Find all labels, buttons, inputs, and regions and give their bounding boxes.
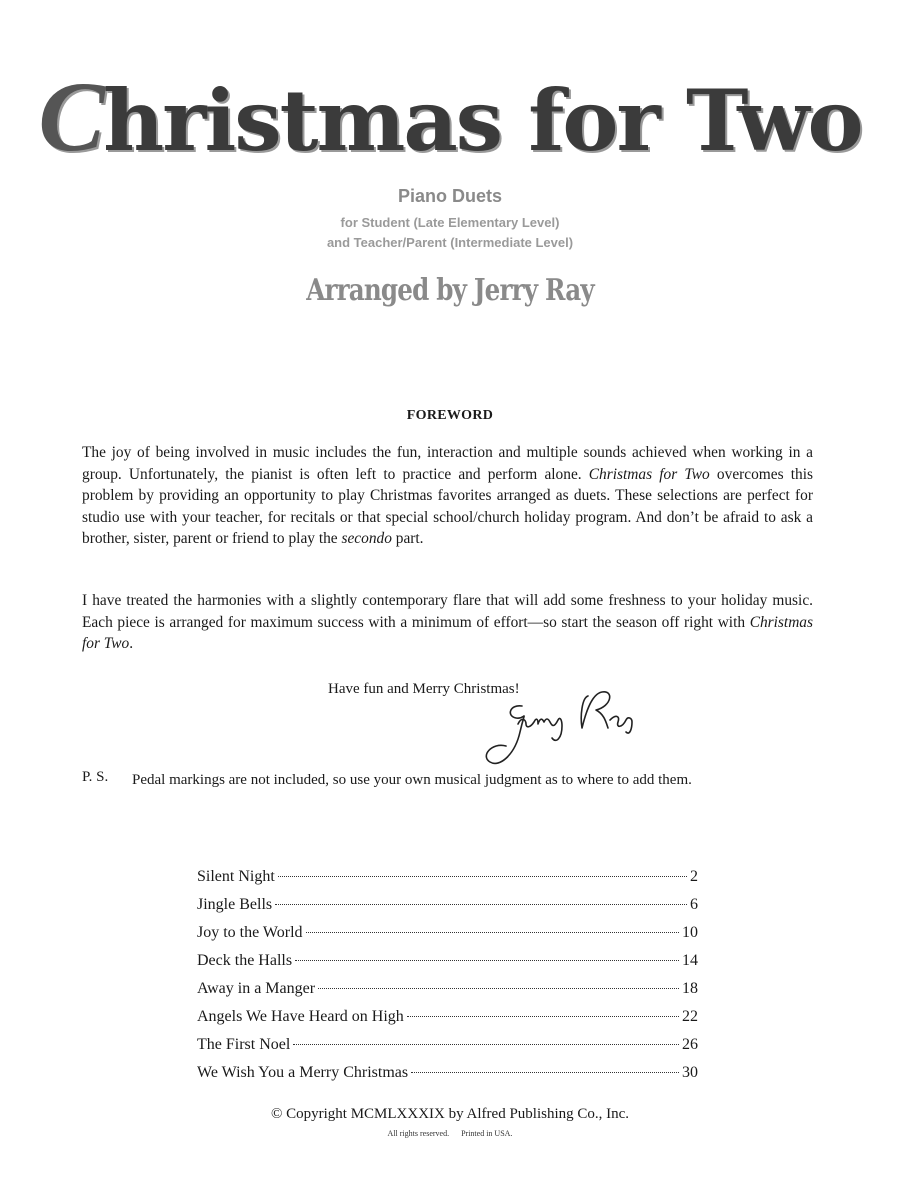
foreword-heading: FOREWORD	[406, 408, 494, 423]
toc-entry	[197, 891, 698, 919]
signature-image	[482, 676, 652, 776]
toc-page: 14	[682, 952, 698, 969]
printed-in: Printed in USA.	[461, 1129, 513, 1138]
toc-title: Deck the Halls	[197, 952, 293, 969]
foreword-paragraph-1	[82, 442, 813, 550]
toc-leader	[278, 876, 687, 877]
title-initial: C	[38, 61, 104, 172]
toc-entry	[197, 1003, 698, 1031]
toc-page: 30	[682, 1064, 698, 1081]
title-text: hristmas for Two	[103, 71, 862, 170]
toc-leader	[318, 988, 679, 989]
toc-title: Angels We Have Heard on High	[197, 1008, 404, 1025]
toc-title: Away in a Manger	[197, 980, 316, 997]
ps-label: P. S.	[82, 769, 109, 785]
toc-title: Jingle Bells	[197, 896, 273, 913]
arranger-credit: Arranged by Jerry Ray	[306, 273, 594, 308]
toc-title: We Wish You a Merry Christmas	[197, 1064, 409, 1081]
book-title-reference: Christmas for Two	[588, 465, 710, 483]
toc-page: 2	[690, 868, 698, 885]
copyright-notice: © Copyright MCMLXXXIX by Alfred Publishing Co., Inc.	[270, 1106, 630, 1122]
secondo-term: secondo	[341, 530, 392, 548]
toc-entry	[197, 947, 698, 975]
foreword-paragraph-2	[82, 590, 813, 655]
toc-entry	[197, 975, 698, 1003]
toc-leader	[293, 1044, 679, 1045]
book-title	[0, 62, 900, 176]
toc-page: 10	[682, 924, 698, 941]
toc-leader	[411, 1072, 679, 1073]
book-title-reference: Christmas for Two	[82, 613, 813, 653]
toc-entry	[197, 919, 698, 947]
toc-page: 26	[682, 1036, 698, 1053]
rights-line	[0, 1129, 900, 1138]
toc-leader	[275, 904, 687, 905]
foreword-text: overcomes this problem by providing an opportunity to play Christmas favorites arranged as duets. These selections are perfect for studio use with your teacher, for recitals or that special school/church holiday program. And don’t be afraid to ask a brother, sister, parent or friend to play the	[82, 465, 813, 548]
closing-line: Have fun and Merry Christmas!	[328, 681, 520, 697]
toc-page: 18	[682, 980, 698, 997]
toc-leader	[407, 1016, 679, 1017]
toc-leader	[306, 932, 679, 933]
rights-reserved: All rights reserved.	[387, 1129, 450, 1138]
foreword-text: part.	[391, 530, 424, 548]
level-line-teacher: and Teacher/Parent (Intermediate Level)	[326, 235, 574, 250]
toc-title: Joy to the World	[197, 924, 303, 941]
toc-leader	[295, 960, 679, 961]
table-of-contents	[197, 863, 698, 1087]
foreword-text: .	[129, 635, 134, 653]
foreword-text: I have treated the harmonies with a slightly contemporary flare that will add some freshness to your holiday music. Each piece is arranged for maximum success with a minimum of effort—so start the season off right with	[82, 592, 813, 631]
toc-page: 6	[690, 896, 698, 913]
foreword-text: The joy of being involved in music includes the fun, interaction and multiple sounds achieved when working in a group. Unfortunately, the pianist is often left to practice and perform alone.	[82, 444, 813, 483]
level-line-student: for Student (Late Elementary Level)	[340, 215, 560, 230]
toc-entry	[197, 1059, 698, 1087]
toc-title: The First Noel	[197, 1036, 291, 1053]
toc-page: 22	[682, 1008, 698, 1025]
ps-text: Pedal markings are not included, so use your own musical judgment as to where to add them.	[132, 772, 692, 788]
toc-entry	[197, 1031, 698, 1059]
toc-entry	[197, 863, 698, 891]
subtitle: Piano Duets	[397, 186, 503, 206]
toc-title: Silent Night	[197, 868, 275, 885]
